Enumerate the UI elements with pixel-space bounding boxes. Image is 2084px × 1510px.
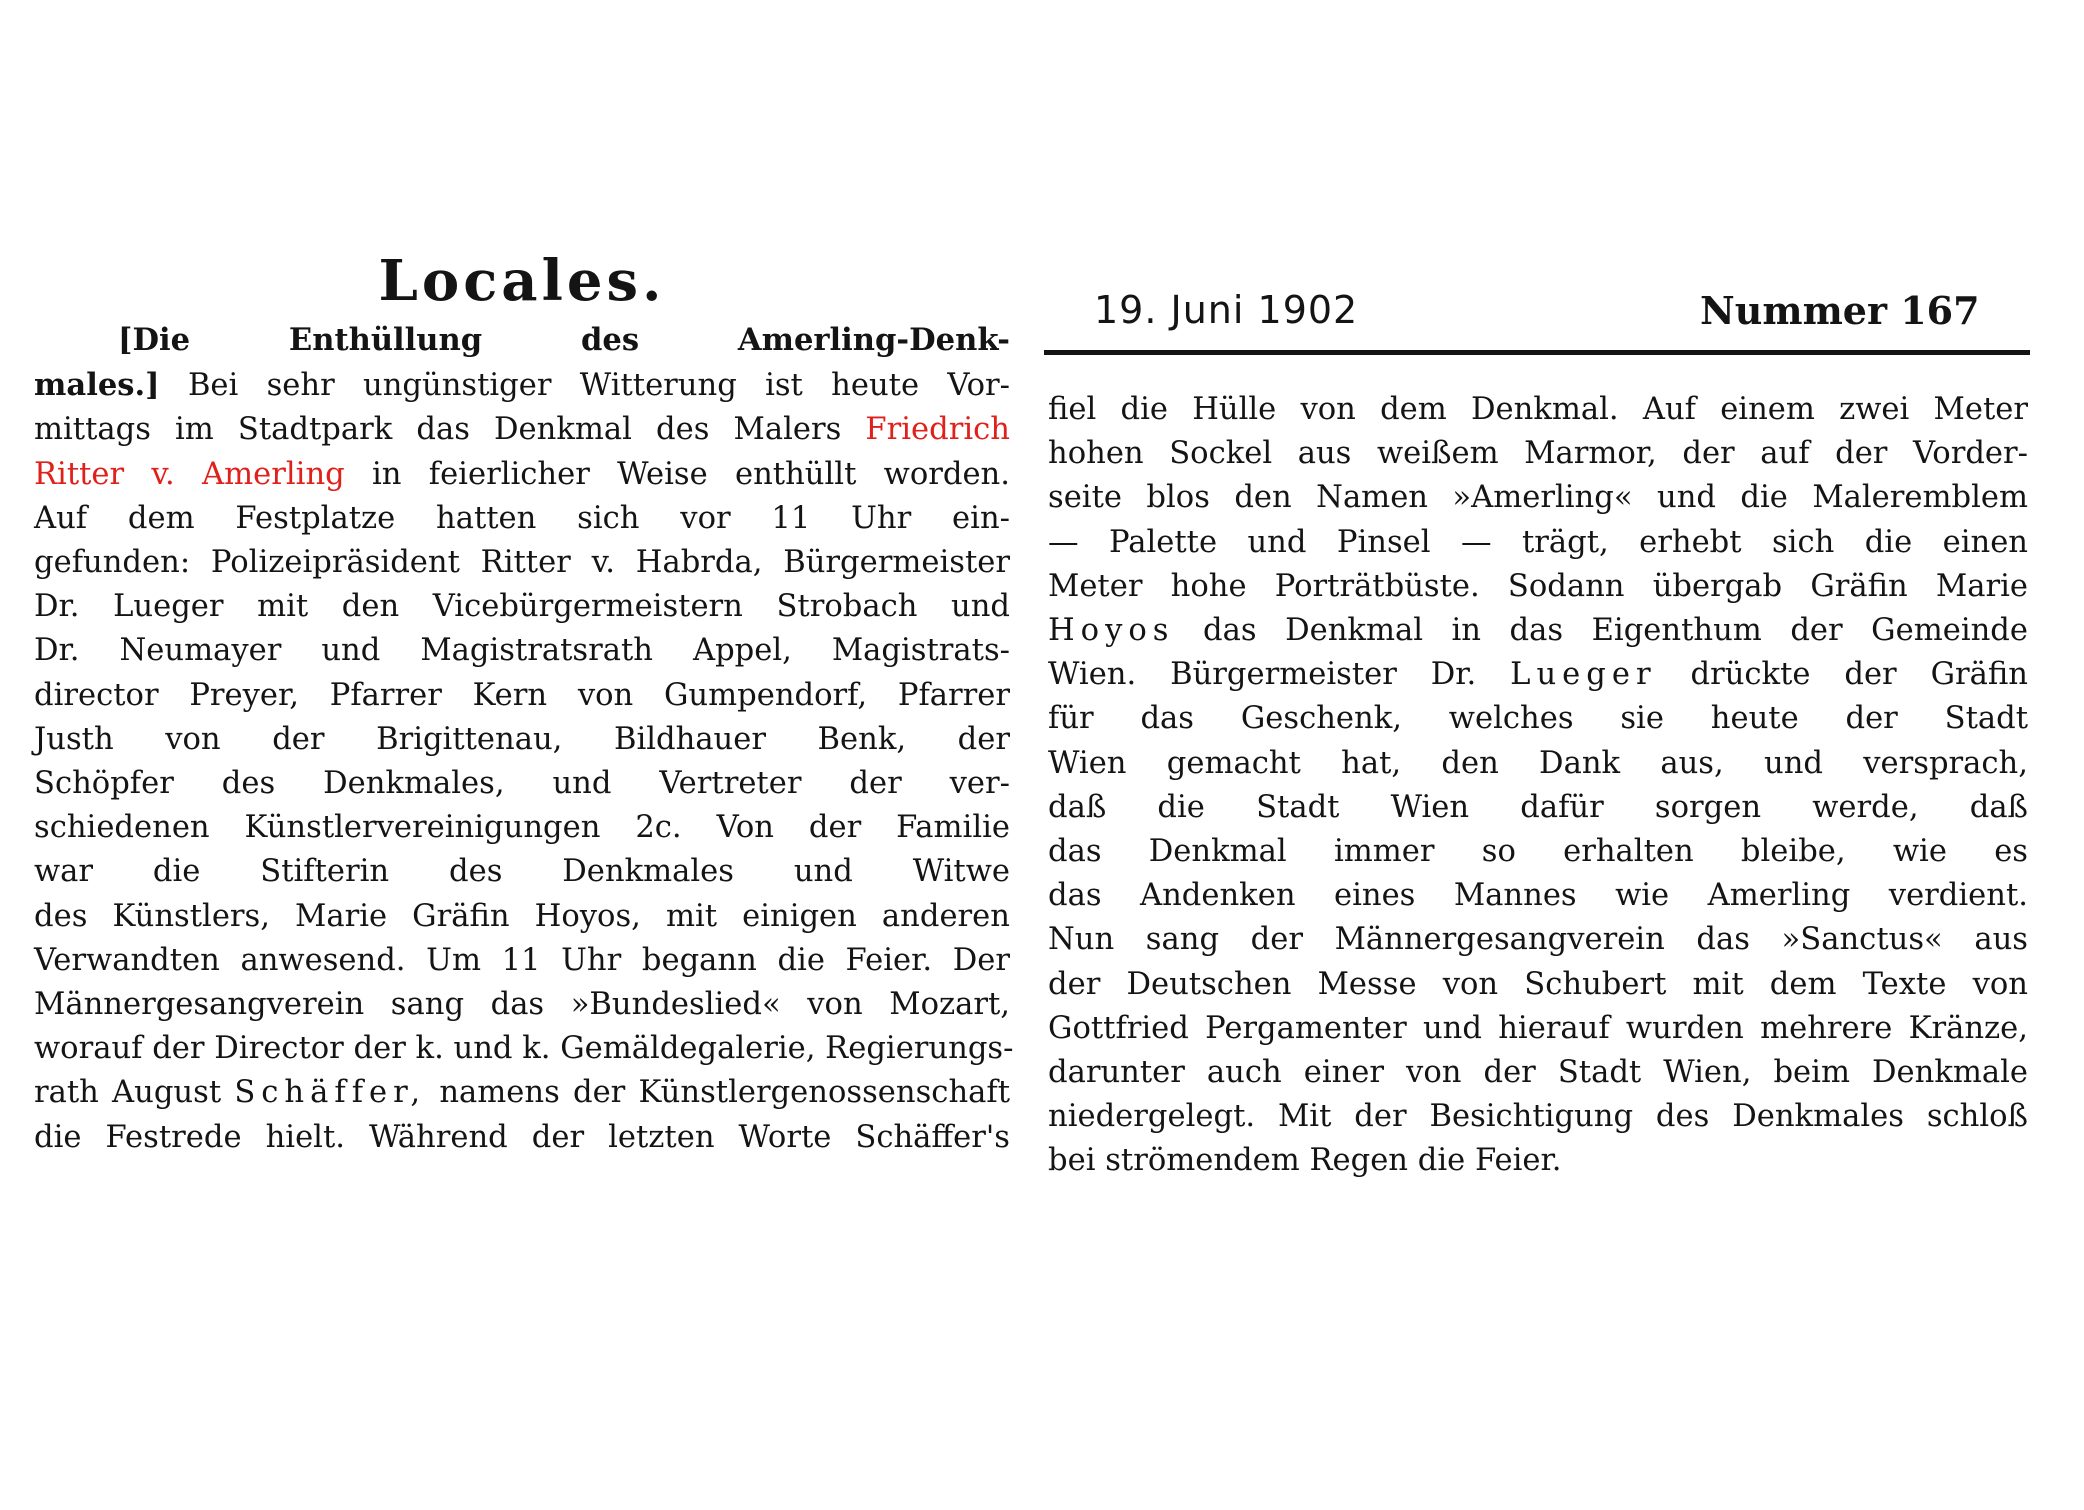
text-line-9: drückte der Gräfin — [1690, 657, 2028, 693]
text-line-7: Wien. Bürgermeister Dr. — [1048, 657, 1477, 693]
text-line-1: mittags im Stadtpark das Denkmal des Malers — [34, 412, 842, 448]
text-line: war die Stifterin des Denkmales und Witwe — [34, 854, 1010, 890]
text-line: niedergelegt. Mit der Besichtigung des Denkmales schloß — [1048, 1099, 2028, 1135]
text-line: — Palette und Pinsel — trägt, erhebt sich die einen — [1048, 524, 2028, 560]
text-line — [1048, 653, 2028, 697]
text-line: des Künstlers, Marie Gräfin Hoyos, mit einigen anderen — [34, 898, 1010, 934]
text-line: Justh von der Brigittenau, Bildhauer Benk, der — [34, 721, 1010, 757]
issue-number: Nummer 167 — [1700, 288, 1980, 333]
text-line: worauf der Director der k. und k. Gemäldegalerie, Regierungs- — [34, 1031, 1014, 1067]
highlighted-name: Friedrich — [865, 412, 1010, 448]
spaced-name: Lueger — [1510, 657, 1657, 693]
text-line — [34, 408, 1010, 452]
text-line: Dr. Neumayer und Magistratsrath Appel, Magistrats- — [34, 633, 1010, 669]
text-line: schiedenen Künstlervereinigungen 2c. Von der Familie — [34, 810, 1010, 846]
header-rule — [1044, 350, 2030, 355]
text-line: bei strömendem Regen die Feier. — [1048, 1143, 1562, 1179]
text-line: das Denkmal immer so erhalten bleibe, wie es — [1048, 834, 2028, 870]
text-line: das Andenken eines Mannes wie Amerling verdient. — [1048, 878, 2028, 914]
text-line: Verwandten anwesend. Um 11 Uhr begann die Feier. Der — [34, 942, 1010, 978]
text-line: die Festrede hielt. Während der letzten Worte Schäffer's — [34, 1119, 1010, 1155]
text-line: seite blos den Namen »Amerling« und die Maleremblem — [1048, 480, 2028, 516]
text-line — [1048, 609, 2028, 653]
text-line: fiel die Hülle von dem Denkmal. Auf einem zwei Meter — [1048, 392, 2028, 427]
spaced-name: Hoyos — [1048, 613, 1175, 649]
spaced-name: Schäffer, — [234, 1075, 427, 1111]
text-line-4: in feierlicher Weise enthüllt worden. — [372, 456, 1010, 492]
text-line: für das Geschenk, welches sie heute der Stadt — [1048, 701, 2028, 737]
text-line: Gottfried Pergamenter und hierauf wurden mehrere Kränze, — [1048, 1010, 2028, 1046]
text-line: Nun sang der Männergesangverein das »Sanctus« aus — [1048, 922, 2028, 958]
article-body-left — [34, 318, 1014, 1160]
text-line: darunter auch einer von der Stadt Wien, beim Denkmale — [1048, 1055, 2028, 1091]
text-line — [34, 363, 1010, 408]
text-line: Wien gemacht hat, den Dank aus, und versprach, — [1048, 745, 2028, 781]
text-line: Männergesangverein sang das »Bundeslied« von Mozart, — [34, 987, 1010, 1023]
text-line: Dr. Lueger mit den Vicebürgermeistern Strobach und — [34, 589, 1010, 625]
article-headline — [34, 318, 1010, 363]
text-line: daß die Stadt Wien dafür sorgen werde, daß — [1048, 789, 2028, 825]
text-line-6: das Denkmal in das Eigenthum der Gemeinde — [1203, 613, 2028, 649]
text-line — [34, 453, 1010, 497]
text-line: director Preyer, Pfarrer Kern von Gumpendorf, Pfarrer — [34, 677, 1010, 713]
headline-part1: [Die Enthüllung des Amerling-Denk- — [118, 322, 1010, 358]
text-line-0: Bei sehr ungünstiger Witterung ist heute Vor- — [187, 368, 1010, 404]
highlighted-name-2: Ritter v. Amerling — [34, 456, 345, 492]
text-line: der Deutschen Messe von Schubert mit dem Texte von — [1048, 966, 2028, 1002]
text-line: Auf dem Festplatze hatten sich vor 11 Uhr ein- — [34, 500, 1010, 536]
text-line-20: namens der Künstlergenossenschaft — [439, 1075, 1011, 1111]
headline-part2: males.] — [34, 367, 160, 404]
section-title: Locales. — [378, 248, 666, 314]
text-line-18: rath August — [34, 1075, 222, 1111]
issue-date: 19. Juni 1902 — [1094, 288, 1359, 332]
text-line — [34, 1071, 1010, 1115]
text-line: Meter hohe Porträtbüste. Sodann übergab Gräfin Marie — [1048, 568, 2028, 604]
right-column — [1048, 388, 2028, 1184]
left-column — [34, 246, 1014, 1160]
text-line: gefunden: Polizeipräsident Ritter v. Habrda, Bürgermeister — [34, 545, 1010, 581]
article-body-right — [1048, 388, 2028, 1184]
text-line: Schöpfer des Denkmales, und Vertreter der ver- — [34, 766, 1010, 802]
text-line: hohen Sockel aus weißem Marmor, der auf der Vorder- — [1048, 436, 2028, 472]
